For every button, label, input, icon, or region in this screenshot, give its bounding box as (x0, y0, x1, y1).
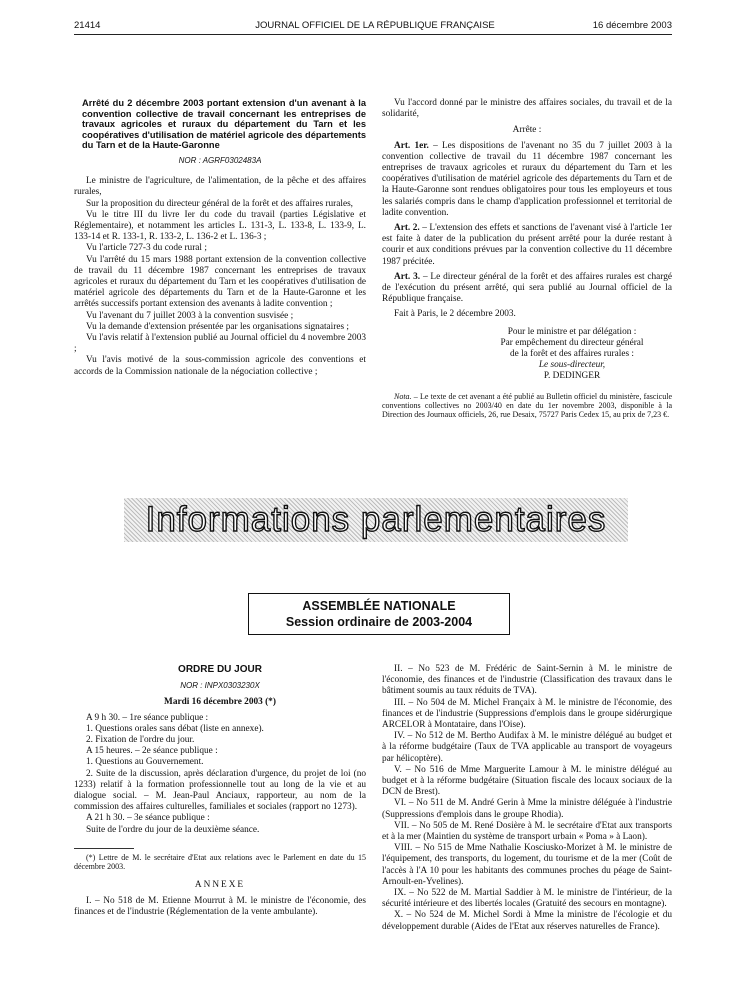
nota-label: Nota. (394, 391, 412, 401)
page-number: 21414 (74, 20, 101, 31)
arrete-right-column (382, 98, 672, 420)
annexe-item: VII. – No 505 de M. René Dosière à M. le secrétaire d'Etat aux transports et à la mer (Maintien du système de transport urbain « Poma » à Laon). (382, 820, 672, 843)
article-2 (382, 223, 672, 268)
header-date: 16 décembre 2003 (592, 20, 672, 31)
article-1-label: Art. 1er. (394, 140, 429, 151)
arrete-accord: Vu l'accord donné par le ministre des affaires sociales, du travail et de la solidarité, (382, 98, 672, 120)
ordre-line: A 9 h 30. – 1re séance publique : (86, 712, 209, 723)
header-rule (74, 34, 672, 35)
nota-text: – Le texte de cet avenant a été publié au Bulletin officiel du ministère, fascicule conventions collectives no 2003/40 en date du 1er novembre 2003, disponible à la Direction des Journaux officiels, 26, rue Desaix, 75727 Paris Cedex 15, au prix de 7,23 €. (382, 391, 672, 420)
annexe-item: IX. – No 522 de M. Martial Saddier à M. le ministre de l'intérieur, de la sécurité intérieure et des libertés locales (Gratuité des secours en montagne). (382, 888, 672, 910)
footnote: (*) Lettre de M. le secrétaire d'Etat aux relations avec le Parlement en date du 15 décembre 2003. (74, 852, 366, 872)
arrete-paragraph: Vu le titre III du livre Ier du code du travail (parties Législative et Réglementaire), et notamment les articles L. 131-3, L. 133-8, L. 133-9, L. 133-14 et R. 133-1, R. 133-2, L. 136-2 et L. 136-3 ; (74, 209, 366, 243)
footnote-rule (74, 848, 134, 849)
article-3-text: – Le directeur général de la forêt et des affaires rurales est chargé de l'exécution du présent arrêté, qui sera publié au Journal officiel de la République française. (382, 271, 673, 305)
signature-name: P. DEDINGER (543, 371, 601, 382)
ordre-line: 1. Questions orales sans débat (liste en annexe). (86, 723, 264, 734)
ordre-line: Suite de l'ordre du jour de la deuxième séance. (86, 824, 260, 835)
signature-line: Par empêchement du directeur général (500, 337, 644, 348)
arrete-paragraph: Vu l'avis motivé de la sous-commission agricole des conventions et accords de la Commission nationale de la négociation collective ; (74, 355, 366, 377)
ordre-right-column (382, 664, 672, 933)
article-1-text: – Les dispositions de l'avenant no 35 du 7 juillet 2003 à la convention collective de travail du 11 décembre 1987 concernant les entreprises de travaux agricoles et ruraux du département du Tarn et les coopératives d'utilisation de matériel agricole des départements du Tarn et de la Haute-Garonne sont rendues obligatoires pour tous les employeurs et tous les salariés compris dans le champ d'application professionnel et territorial de ladite convention. (382, 140, 672, 218)
ordre-line: A 21 h 30. – 3e séance publique : (86, 813, 210, 824)
article-3-label: Art. 3. (394, 271, 421, 282)
article-2-label: Art. 2. (394, 223, 420, 234)
fait-a-paris: Fait à Paris, le 2 décembre 2003. (394, 309, 516, 320)
arrete-left-column (74, 98, 366, 378)
annexe-title: ANNEXE (194, 879, 246, 890)
ordre-line: 2. Suite de la discussion, après déclaration d'urgence, du projet de loi (no 1233) relatif à la formation professionnelle tout au long de la vie et au dialogue social. – M. Jean-Paul Anciaux, rapporteur, au nom de la commission des affaires culturelles, familiales et sociales (rapport no 1273). (74, 768, 366, 813)
assemblee-box (248, 593, 510, 635)
ordre-line: 1. Questions au Gouvernement. (86, 757, 204, 768)
annexe-item: VIII. – No 515 de Mme Nathalie Kosciusko-Morizet à M. le ministre de l'équipement, des transports, du logement, du tourisme et de la mer (Coût de l'accès à l'A 10 pour les habitants des communes proches du péage de Saint-Arnoult-en-Yvelines). (382, 843, 672, 887)
arrete-title: Arrêté du 2 décembre 2003 portant extension d'un avenant à la convention collective de travail concernant les entreprises de travaux agricoles et ruraux du département du Tarn et les coopératives d'utilisation de matériel agricole des départements du Tarn et de la Haute-Garonne (82, 98, 366, 151)
ordre-title: ORDRE DU JOUR (178, 664, 262, 675)
signature-block (382, 327, 672, 383)
informations-parlementaires-banner (124, 498, 628, 542)
ordre-line: 2. Fixation de l'ordre du jour. (86, 735, 195, 746)
assemblee-session: Session ordinaire de 2003-2004 (285, 615, 473, 629)
assemblee-title: ASSEMBLÉE NATIONALE (302, 599, 456, 613)
arrete-paragraph: Vu l'avis relatif à l'extension publié au Journal officiel du 4 novembre 2003 ; (74, 333, 366, 355)
arrete-nor: NOR : AGRF0302483A (178, 155, 262, 165)
annexe-item: VI. – No 511 de M. André Gerin à Mme la ministre déléguée à l'industrie (Suppressions d'emplois dans le groupe Rhodia). (382, 798, 672, 820)
ordre-line: A 15 heures. – 2e séance publique : (86, 746, 218, 757)
arrete-word: Arrête : (512, 125, 542, 136)
annexe-item: I. – No 518 de M. Etienne Mourrut à M. le ministre de l'économie, des finances et de l'industrie (Réglementation de la vente ambulante). (74, 895, 366, 918)
signature-line: de la forêt et des affaires rurales : (510, 349, 634, 360)
article-2-text: – L'extension des effets et sanctions de l'avenant visé à l'article 1er est faite à dater de la publication du présent arrêté pour la durée restant à courir et aux conditions prévues par la convention collective du 11 décembre 1987 précitée. (382, 223, 672, 267)
annexe-item: II. – No 523 de M. Frédéric de Saint-Sernin à M. le ministre de l'économie, des finances et de l'industrie (Classification des travaux dans le bâtiment soumis au taux réduits de TVA). (382, 664, 672, 697)
signature-role: Le sous-directeur, (538, 360, 606, 371)
banner-title: Informations parlementaires (145, 500, 607, 539)
arrete-paragraph: Vu l'arrêté du 15 mars 1988 portant extension de la convention collective de travail du 11 décembre 1987 concernant les entreprises de travaux agricoles et ruraux du département du Tarn et les coopératives d'utilisation de matériel agricole des départements du Tarn et de la Haute-Garonne et les arrêtés successifs portant extension des avenants à ladite convention ; (74, 254, 366, 310)
article-3 (382, 272, 672, 306)
arrete-paragraph: Vu la demande d'extension présentée par les organisations signataires ; (86, 321, 349, 332)
annexe-item: III. – No 504 de M. Michel Françaix à M. le ministre de l'économie, des finances et de l'industrie (Suppressions d'emplois dans le groupe sidérurgique ARCELOR à Montataire, dans l'Oise). (382, 697, 672, 731)
article-1 (382, 141, 672, 219)
arrete-paragraph: Sur la proposition du directeur général de la forêt et des affaires rurales, (86, 198, 354, 209)
signature-line: Pour le ministre et par délégation : (507, 326, 637, 337)
arrete-paragraph: Vu l'article 727-3 du code rural ; (86, 243, 207, 254)
arrete-paragraph: Vu l'avenant du 7 juillet 2003 à la convention susvisée ; (86, 310, 294, 321)
ordre-nor: NOR : INPX0303230X (180, 681, 260, 691)
ordre-date: Mardi 16 décembre 2003 (*) (164, 697, 276, 708)
arrete-paragraph: Le ministre de l'agriculture, de l'alimentation, de la pêche et des affaires rurales, (74, 176, 366, 198)
annexe-item: X. – No 524 de M. Michel Sordi à Mme la ministre de l'écologie et du développement durable (Aides de l'Etat aux réserves naturelles de France). (382, 910, 672, 932)
journal-title: JOURNAL OFFICIEL DE LA RÉPUBLIQUE FRANÇAISE (255, 20, 495, 31)
ordre-left-column (74, 664, 366, 918)
annexe-item: IV. – No 512 de M. Bertho Audifax à M. le ministre délégué au budget et à la réforme budgétaire (Taux de TVA applicable au transport de voyageurs par hélicoptère). (382, 731, 672, 764)
nota (382, 392, 672, 420)
annexe-item: V. – No 516 de Mme Marguerite Lamour à M. le ministre délégué au budget et à la réforme budgétaire (Situation fiscale des locaux sociaux de la DCN de Brest). (382, 764, 672, 798)
